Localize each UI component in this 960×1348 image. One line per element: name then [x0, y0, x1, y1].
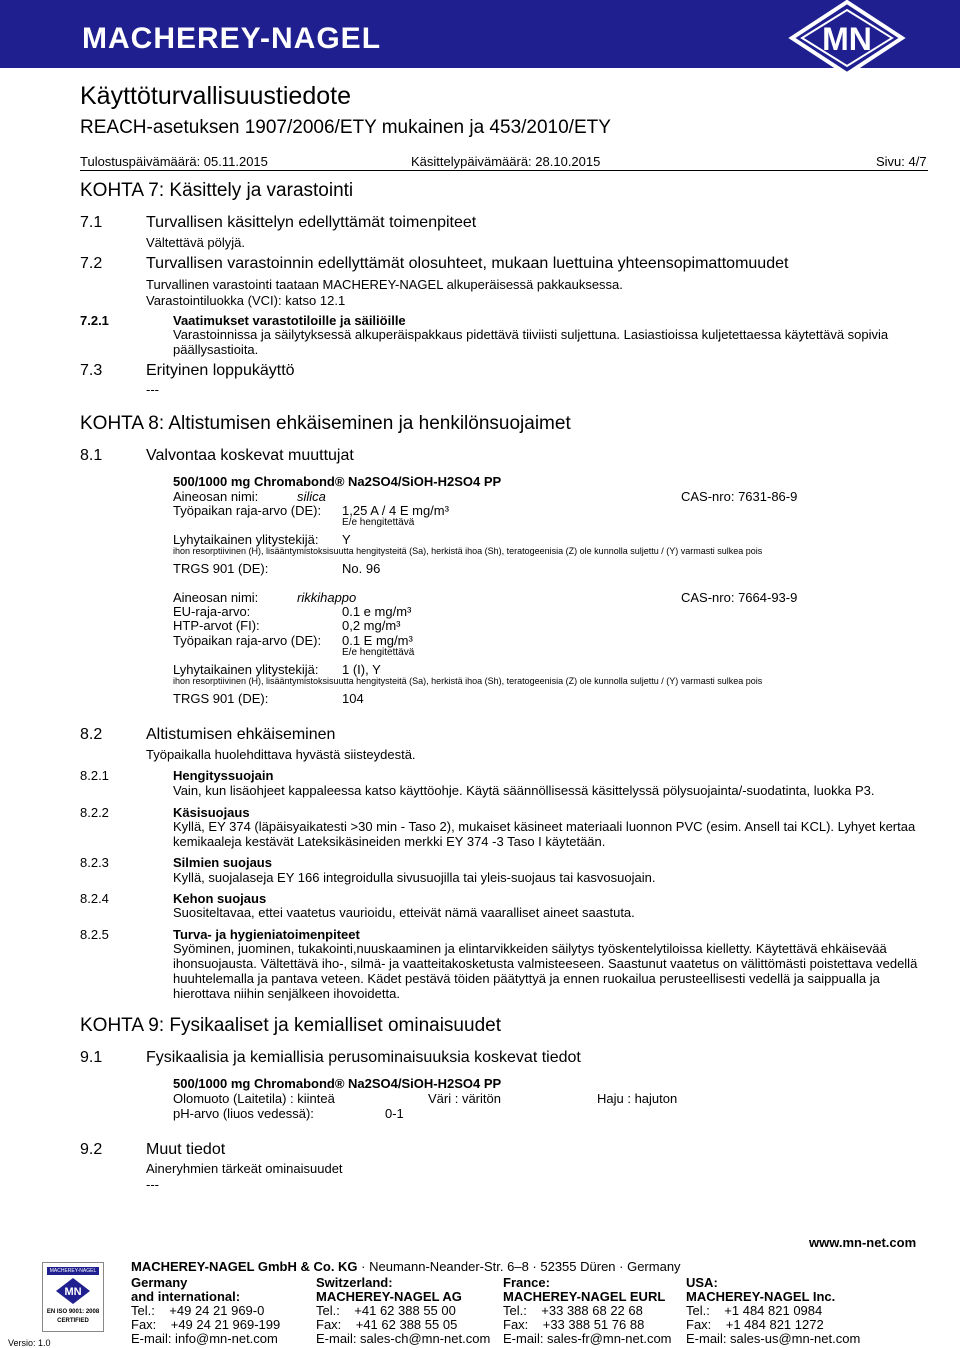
footer-col2-h1: Switzerland: — [316, 1275, 393, 1290]
c2-tlv-label: Työpaikan raja-arvo (DE): — [173, 633, 322, 648]
s72-line1: Turvallinen varastointi taataan MACHEREY-NAGEL alkuperäisessä pakkauksessa. — [146, 277, 623, 292]
s823-text: Kyllä, suojalaseja EY 166 integroidulla sivusuojilla tai yleis-suojaus tai kasvosuojain. — [173, 870, 656, 885]
s92-num: 9.2 — [80, 1141, 103, 1158]
s825-num: 8.2.5 — [80, 927, 109, 942]
s821-title: Hengityssuojain — [173, 768, 274, 783]
footer-col2-fax: Fax: +41 62 388 55 05 — [316, 1317, 458, 1332]
cert-brand: MACHEREY-NAGEL — [47, 1267, 99, 1275]
s81-title: Valvontaa koskevat muuttujat — [146, 447, 354, 464]
footer-col4-fax: Fax: +1 484 821 1272 — [686, 1317, 824, 1332]
footer-col1-h2: and international: — [131, 1289, 241, 1304]
cert-text-1: EN ISO 9001: 2008 — [46, 1309, 100, 1315]
c2-htp: 0,2 mg/m³ — [342, 618, 401, 633]
c1-name-label: Aineosan nimi: — [173, 489, 259, 504]
footer-col3-tel: Tel.: +33 388 68 22 68 — [503, 1303, 643, 1318]
s824-num: 8.2.4 — [80, 891, 109, 906]
s825-title: Turva- ja hygieniatoimenpiteet — [173, 927, 360, 942]
footer-col2-mail[interactable]: E-mail: sales-ch@mn-net.com — [316, 1331, 491, 1346]
c1-name: silica — [297, 489, 326, 504]
c2-name-label: Aineosan nimi: — [173, 590, 259, 605]
footer-website: www.mn-net.com — [809, 1235, 917, 1250]
c2-tlv-note: E/e hengitettävä — [342, 647, 415, 658]
s821-num: 8.2.1 — [80, 768, 109, 783]
s721-num: 7.2.1 — [80, 313, 109, 328]
s82-title: Altistumisen ehkäiseminen — [146, 726, 336, 743]
footer-col1-mail[interactable]: E-mail: info@mn-net.com — [131, 1331, 278, 1346]
s9-form: Olomuoto (Laitetila) : kiinteä — [173, 1091, 335, 1106]
s73-num: 7.3 — [80, 362, 103, 379]
s72-num: 7.2 — [80, 255, 103, 272]
footer-col4-h1: USA: — [686, 1275, 718, 1290]
footer-address: · Neumann-Neander-Str. 6–8 · 52355 Düren · Germany — [357, 1259, 681, 1274]
mn-logo-icon — [782, 0, 912, 76]
s823-num: 8.2.3 — [80, 855, 109, 870]
cert-text-2: CERTIFIED — [57, 1318, 89, 1324]
footer-col4-tel: Tel.: +1 484 821 0984 — [686, 1303, 823, 1318]
print-date: Tulostuspäivämäärä: 05.11.2015 — [80, 154, 268, 169]
footer-col1-tel: Tel.: +49 24 21 969-0 — [131, 1303, 265, 1318]
svg-text:MN: MN — [64, 1286, 82, 1298]
logo-text: MN — [822, 21, 872, 57]
section-9-title: KOHTA 9: Fysikaaliset ja kemialliset ominaisuudet — [80, 1015, 501, 1036]
s821-text: Vain, kun lisäohjeet kappaleessa katso käyttöohje. Käytä säännöllisessä käsittelyssä pölysuojainta/-suodatinta, luokka P3. — [173, 783, 875, 798]
s9-ph-label: pH-arvo (liuos vedessä): — [173, 1106, 314, 1121]
c1-short: Y — [342, 532, 351, 547]
footer-col1-fax: Fax: +49 24 21 969-199 — [131, 1317, 281, 1332]
document-title: Käyttöturvallisuustiedote — [80, 82, 351, 110]
s9-odor: Haju : hajuton — [597, 1091, 678, 1106]
document-subtitle: REACH-asetuksen 1907/2006/ETY mukainen ja 453/2010/ETY — [80, 117, 611, 138]
footer-col2-tel: Tel.: +41 62 388 55 00 — [316, 1303, 456, 1318]
s73-title: Erityinen loppukäyttö — [146, 362, 295, 379]
c2-htp-label: HTP-arvot (FI): — [173, 618, 260, 633]
s82-num: 8.2 — [80, 726, 103, 743]
s81-num: 8.1 — [80, 447, 103, 464]
s82-text: Työpaikalla huolehdittava hyvästä siisteydestä. — [146, 747, 416, 762]
c2-note: ihon resorptiivinen (H), lisääntymistoksisuutta hengitysteitä (Sa), herkistä ihoa (Sh), teratogeenisia (Z) ole kunnolla suljettu / (Y) varmasti sulkea pois — [173, 676, 763, 686]
s721-title: Vaatimukset varastotiloille ja säiliöille — [173, 313, 406, 328]
s71-num: 7.1 — [80, 214, 103, 231]
s823-title: Silmien suojaus — [173, 855, 272, 870]
s72-line2: Varastointiluokka (VCI): katso 12.1 — [146, 293, 346, 308]
c1-trgs-label: TRGS 901 (DE): — [173, 561, 269, 576]
section-8-title: KOHTA 8: Altistumisen ehkäiseminen ja henkilönsuojaimet — [80, 413, 571, 434]
s825-text: Syöminen, juominen, tukakointi,nuuskaaminen ja elintarvikkeiden säilytys työskentelytiloissa kielletty. Käytettävä ehkäisevää ihonsuojausta. Vältettävä iho-, silmä- ja vaatteitakosketusta valmisteeseen. Saastunut vaatetus on välittömästi poistettava vedellä huuhtelemalla ja pantava veteen. Kädet pestävä töiden päätyttyä ja ennen ruokailua perusteellisesti vedellä ja saippualla ja hierottava niihin senjälkeen ihovoidetta. — [173, 941, 918, 1001]
cert-logo-icon — [55, 1277, 91, 1305]
s73-text: --- — [146, 382, 159, 397]
footer-col3-h1: France: — [503, 1275, 550, 1290]
c2-tlv: 0.1 E mg/m³ — [342, 633, 413, 648]
c2-eu-label: EU-raja-arvo: — [173, 604, 251, 619]
s91-title: Fysikaalisia ja kemiallisia perusominaisuuksia koskevat tiedot — [146, 1049, 581, 1066]
s92-sub: Aineryhmien tärkeät ominaisuudet — [146, 1161, 343, 1176]
c2-trgs-label: TRGS 901 (DE): — [173, 691, 269, 706]
footer-company: MACHEREY-NAGEL GmbH & Co. KG — [131, 1259, 358, 1274]
footer-col4-mail[interactable]: E-mail: sales-us@mn-net.com — [686, 1331, 861, 1346]
c1-tlv-label: Työpaikan raja-arvo (DE): — [173, 503, 322, 518]
section-7-title: KOHTA 7: Käsittely ja varastointi — [80, 180, 354, 201]
c2-short-label: Lyhytaikainen ylitystekijä: — [173, 662, 319, 677]
s92-text: --- — [146, 1177, 159, 1192]
c2-short: 1 (I), Y — [342, 662, 381, 677]
s71-title: Turvallisen käsittelyn edellyttämät toimenpiteet — [146, 214, 477, 231]
c1-tlv: 1,25 A / 4 E mg/m³ — [342, 503, 449, 518]
s824-title: Kehon suojaus — [173, 891, 267, 906]
c2-eu: 0.1 e mg/m³ — [342, 604, 412, 619]
footer-col3-fax: Fax: +33 388 51 76 88 — [503, 1317, 645, 1332]
c2-trgs: 104 — [342, 691, 364, 706]
footer-col1-h1: Germany — [131, 1275, 188, 1290]
c1-trgs: No. 96 — [342, 561, 381, 576]
header-divider — [80, 170, 928, 171]
s9-product: 500/1000 mg Chromabond® Na2SO4/SiOH-H2SO4 PP — [173, 1076, 502, 1091]
footer-col4-h2: MACHEREY-NAGEL Inc. — [686, 1289, 836, 1304]
s9-color: Väri : väritön — [428, 1091, 501, 1106]
c2-cas: CAS-nro: 7664-93-9 — [681, 590, 798, 605]
s9-ph: 0-1 — [385, 1106, 404, 1121]
page-number: Sivu: 4/7 — [876, 154, 927, 169]
footer-address-line — [131, 1259, 681, 1274]
s71-text: Vältettävä pölyjä. — [146, 235, 246, 250]
c1-cas: CAS-nro: 7631-86-9 — [681, 489, 798, 504]
footer-col2-h2: MACHEREY-NAGEL AG — [316, 1289, 462, 1304]
certification-badge — [42, 1262, 104, 1332]
footer-col3-mail[interactable]: E-mail: sales-fr@mn-net.com — [503, 1331, 672, 1346]
c1-tlv-note: E/e hengitettävä — [342, 517, 415, 528]
s8-product: 500/1000 mg Chromabond® Na2SO4/SiOH-H2SO4 PP — [173, 474, 502, 489]
c2-name: rikkihappo — [297, 590, 357, 605]
footer-col3-h2: MACHEREY-NAGEL EURL — [503, 1289, 666, 1304]
s72-title: Turvallisen varastoinnin edellyttämät olosuhteet, mukaan luettuina yhteensopimattomuudet — [146, 255, 789, 272]
version: Versio: 1.0 — [8, 1338, 51, 1348]
s721-text: Varastoinnissa ja säilytyksessä alkuperäispakkaus pidettävä tiiviisti suljettuna. Lasiastioissa kuljetettaessa käytettävä sopivia päällysastioita. — [173, 327, 889, 357]
s822-text: Kyllä, EY 374 (läpäisyaikatesti >30 min - Taso 2), mukaiset käsineet materiaali luonnon PVC (esim. Ansell tai KCL). Lyhyet kertaa kemikaaleja kestävät Lateksikäsineiden merkki EY 374 -3 Taso I käytetään. — [173, 819, 916, 849]
s822-num: 8.2.2 — [80, 805, 109, 820]
s91-num: 9.1 — [80, 1049, 103, 1066]
c1-note: ihon resorptiivinen (H), lisääntymistoksisuutta hengitysteitä (Sa), herkistä ihoa (Sh), teratogeenisia (Z) ole kunnolla suljettu / (Y) varmasti sulkea pois — [173, 546, 763, 556]
s824-text: Suositeltavaa, ettei vaatetus vaurioidu, etteivät nämä vaaralliset aineet saastuta. — [173, 905, 635, 920]
s92-title: Muut tiedot — [146, 1141, 226, 1158]
s822-title: Käsisuojaus — [173, 805, 250, 820]
process-date: Käsittelypäivämäärä: 28.10.2015 — [411, 154, 601, 169]
c1-short-label: Lyhytaikainen ylitystekijä: — [173, 532, 319, 547]
brand-name: MACHEREY-NAGEL — [82, 22, 382, 55]
